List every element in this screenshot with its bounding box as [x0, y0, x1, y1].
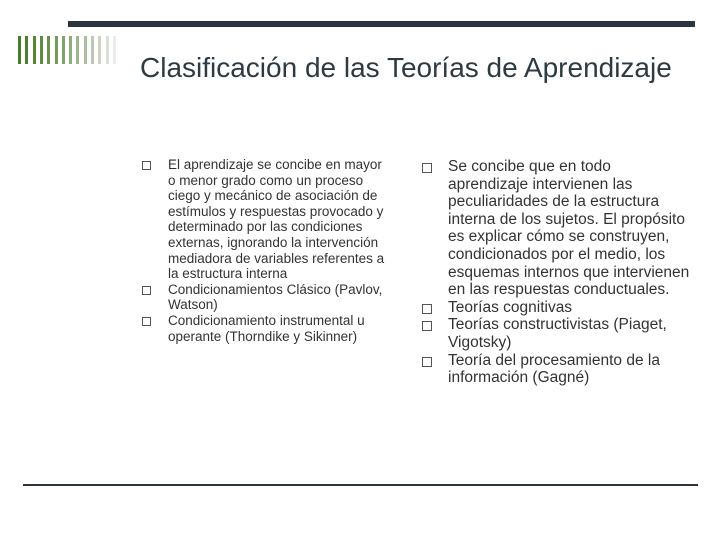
- list-item: [142, 157, 392, 282]
- bullet-text: Condicionamientos Clásico (Pavlov, Watson): [168, 281, 383, 313]
- square-bullet-icon: [422, 357, 432, 367]
- square-bullet-icon: [142, 317, 151, 326]
- decorative-bar: [47, 36, 50, 64]
- decorative-bar: [84, 36, 87, 64]
- decorative-bar: [69, 36, 72, 64]
- slide-title: Clasificación de las Teorías de Aprendizaje: [140, 52, 672, 83]
- decorative-bar: [55, 36, 58, 64]
- square-bullet-icon: [422, 163, 432, 173]
- square-bullet-icon: [422, 304, 432, 314]
- bullet-text: Condicionamiento instrumental u operante (Thorndike y Sikinner): [168, 312, 365, 344]
- right-bullet-list: [422, 158, 694, 387]
- square-bullet-icon: [422, 321, 432, 331]
- bullet-text: Se concibe que en todo aprendizaje intervienen las peculiaridades de la estructura interna de los sujetos. El propósito es explicar cómo se construyen, condicionados por el medio, los esquemas internos que intervienen en las respuestas conductuales.: [448, 158, 690, 299]
- decorative-bar: [62, 36, 65, 64]
- list-item: [422, 158, 694, 299]
- bottom-rule: [23, 484, 698, 486]
- square-bullet-icon: [142, 161, 151, 170]
- decorative-bar: [113, 36, 116, 64]
- top-rule: [68, 21, 695, 27]
- list-item: [142, 282, 392, 313]
- square-bullet-icon: [142, 286, 151, 295]
- decorative-bar: [18, 36, 21, 64]
- decorative-bar: [33, 36, 36, 64]
- list-item: [422, 299, 694, 317]
- bullet-text: Teorías cognitivas: [448, 298, 573, 316]
- list-item: [422, 352, 694, 387]
- decorative-bar: [91, 36, 94, 64]
- left-bullet-list: [142, 157, 392, 344]
- decorative-bar: [40, 36, 43, 64]
- decorative-bar: [25, 36, 28, 64]
- decorative-bar: [98, 36, 101, 64]
- bullet-text: Teorías constructivistas (Piaget, Vigotsky): [448, 316, 667, 351]
- decorative-bar: [106, 36, 109, 64]
- bullet-text: El aprendizaje se concibe en mayor o menor grado como un proceso ciego y mecánico de asociación de estímulos y respuestas provocado y determinado por las condiciones externas, ignorando la intervención mediadora de variables referentes a la estructura interna: [168, 157, 385, 282]
- list-item: [142, 313, 392, 344]
- decorative-bar: [76, 36, 79, 64]
- list-item: [422, 316, 694, 351]
- bullet-text: Teoría del procesamiento de la información (Gagné): [448, 351, 660, 387]
